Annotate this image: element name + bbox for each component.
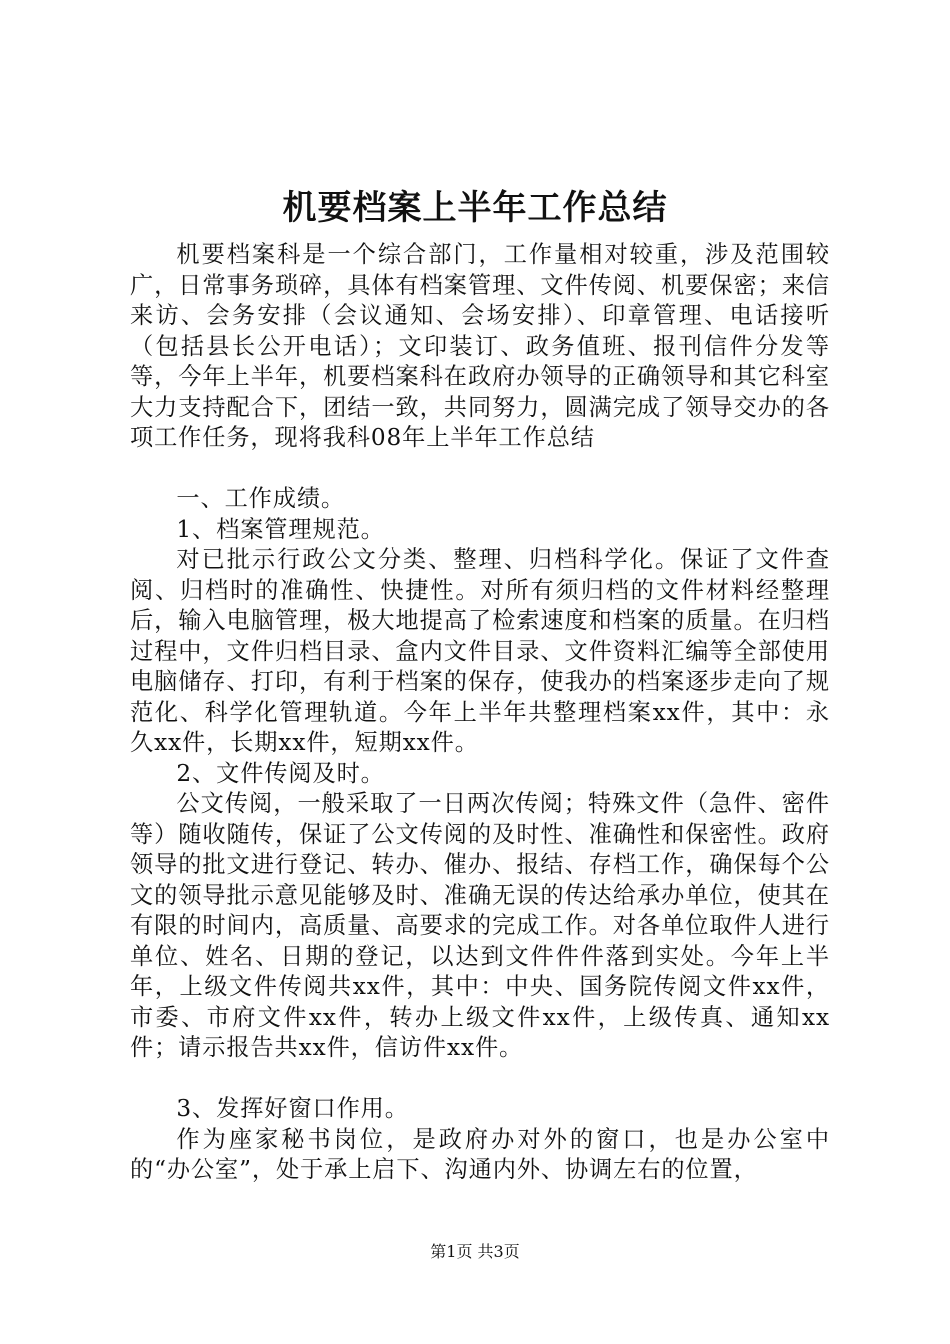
paragraph-archive-management: 对已批示行政公文分类、整理、归档科学化。保证了文件查阅、归档时的准确性、快捷性。对所有须归档的文件材料经整理后，输入电脑管理，极大地提高了检索速度和档案的质量。在归档过程中，文件归档目录、盒内文件目录、文件资料汇编等全部使用电脑储存、打印，有利于档案的保存，使我办的档案逐步走向了规范化、科学化管理轨道。今年上半年共整理档案xx件，其中：永久xx件，长期xx件，短期xx件。 [130, 546, 830, 756]
page-footer: 第1页 共3页 [430, 1242, 520, 1261]
subheading-window-role: 3、发挥好窗口作用。 [176, 1095, 409, 1122]
document-body [130, 240, 830, 1186]
paragraph-intro: 机要档案科是一个综合部门，工作量相对较重，涉及范围较广，日常事务琐碎，具体有档案管理、文件传阅、机要保密；来信来访、会务安排（会议通知、会场安排）、印章管理、电话接听（包括县长公开电话）；文印装订、政务值班、报刊信件分发等等，今年上半年，机要档案科在政府办领导的正确领导和其它科室大力支持配合下，团结一致，共同努力，圆满完成了领导交办的各项工作任务，现将我科08年上半年工作总结 [130, 241, 830, 451]
blank-line [130, 454, 830, 485]
paragraph-document-circulation: 公文传阅，一般采取了一日两次传阅；特殊文件（急件、密件等）随收随传，保证了公文传阅的及时性、准确性和保密性。政府领导的批文进行登记、转办、催办、报结、存档工作，确保每个公文的领导批示意见能够及时、准确无误的传达给承办单位，使其在有限的时间内，高质量、高要求的完成工作。对各单位取件人进行单位、姓名、日期的登记，以达到文件件件落到实处。今年上半年，上级文件传阅共xx件，其中：中央、国务院传阅文件xx件，市委、市府文件xx件，转办上级文件xx件，上级传真、通知xx件；请示报告共xx件，信访件xx件。 [130, 790, 830, 1061]
blank-line [130, 1064, 830, 1095]
subheading-archive-management: 1、档案管理规范。 [176, 515, 385, 543]
paragraph-window-role: 作为座家秘书岗位，是政府办对外的窗口，也是办公室中的“办公室”，处于承上启下、沟通内外、协调左右的位置， [130, 1125, 830, 1183]
subheading-document-circulation: 2、文件传阅及时。 [176, 759, 385, 787]
document-title: 机要档案上半年工作总结 [282, 188, 668, 228]
section-heading-achievements: 一、工作成绩。 [176, 485, 346, 512]
